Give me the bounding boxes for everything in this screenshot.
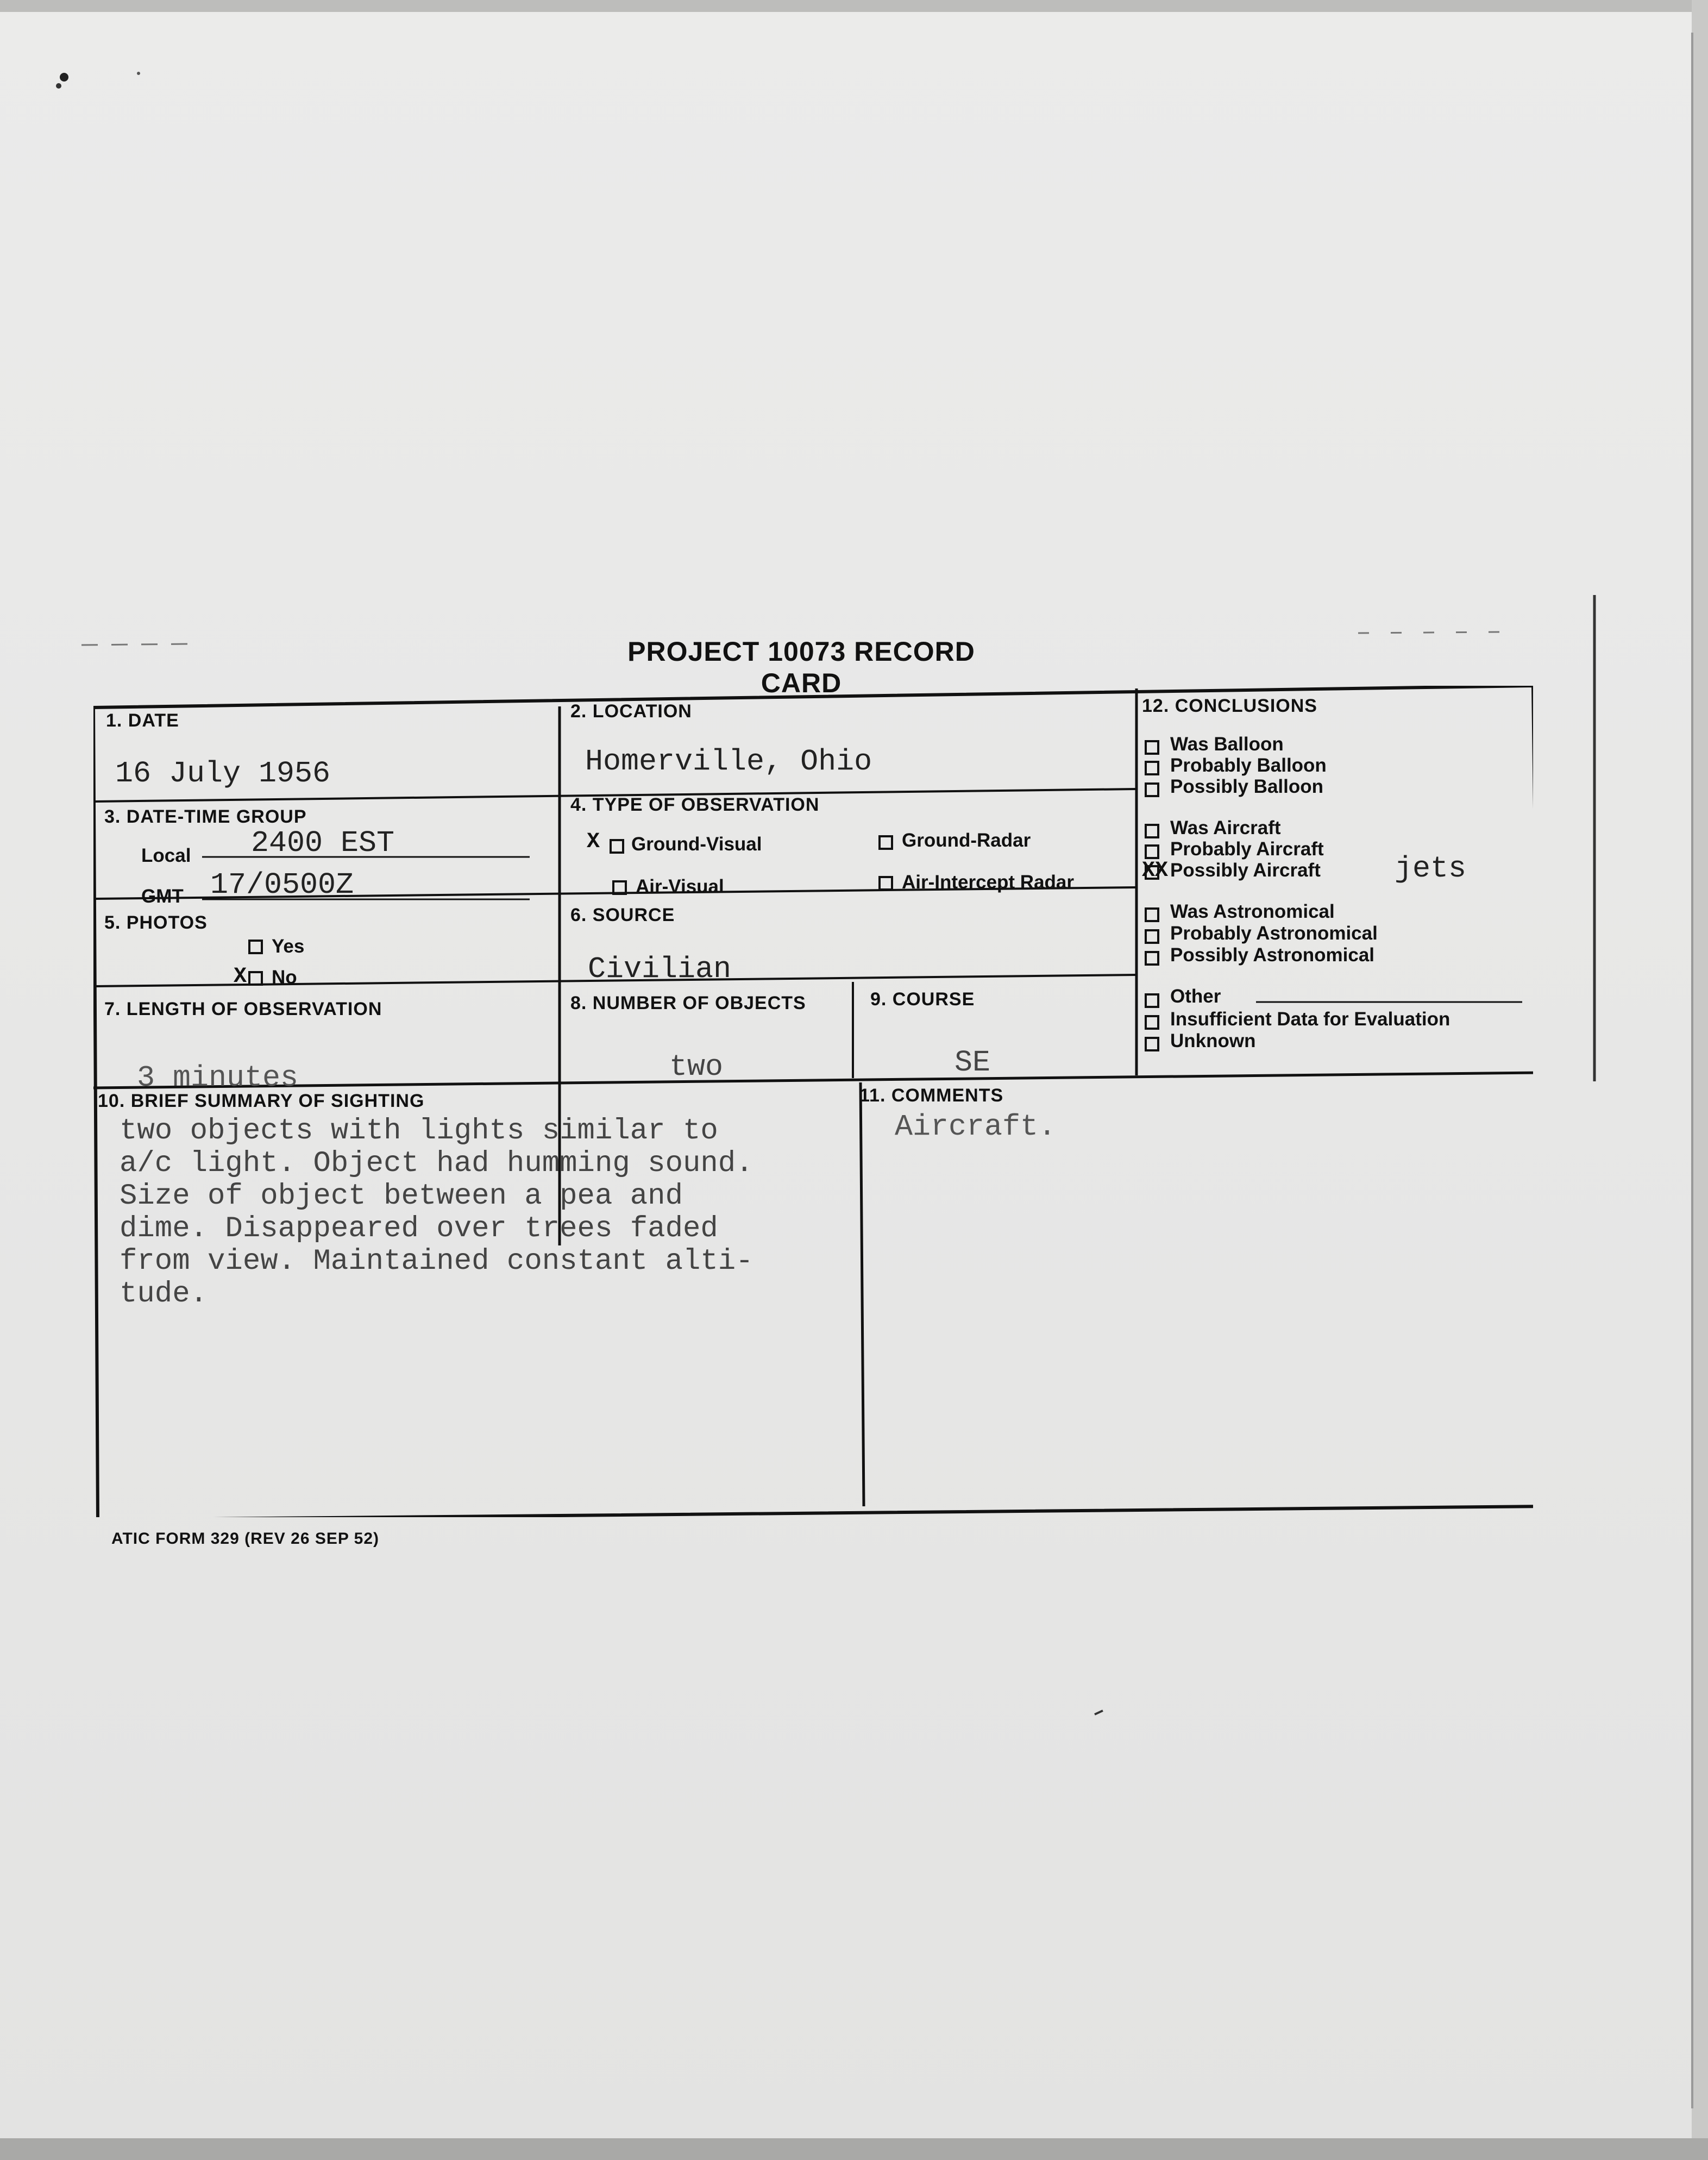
summary-line: from view. Maintained constant alti- — [120, 1245, 753, 1278]
source-value: Civilian — [588, 952, 732, 986]
ground-radar-checkbox[interactable] — [878, 835, 893, 850]
objects-label: 8. NUMBER OF OBJECTS — [570, 993, 806, 1013]
possibly-aircraft-mark: XX — [1142, 859, 1169, 883]
conclusion-was-balloon: Was Balloon — [1170, 734, 1284, 755]
local-label: Local — [141, 845, 191, 866]
air-intercept-checkbox[interactable] — [878, 876, 893, 891]
conclusion-insufficient-data: Insufficient Data for Evaluation — [1170, 1009, 1450, 1030]
conclusion-probably-aircraft: Probably Aircraft — [1170, 838, 1324, 860]
photos-no-mark: X — [234, 965, 247, 989]
gmt-time-value: 17/0500Z — [210, 868, 354, 902]
conclusion-possibly-aircraft: Possibly Aircraft — [1170, 860, 1321, 881]
conclusion-checkbox[interactable] — [1145, 1015, 1159, 1030]
local-time-value: 2400 EST — [251, 826, 395, 860]
objects-value: two — [669, 1050, 724, 1084]
conclusion-checkbox[interactable] — [1145, 1037, 1159, 1051]
conclusion-probably-astronomical: Probably Astronomical — [1170, 923, 1378, 944]
conclusion-unknown: Unknown — [1170, 1030, 1256, 1051]
summary-label: 10. BRIEF SUMMARY OF SIGHTING — [98, 1091, 425, 1111]
summary-line: Size of object between a pea and — [120, 1180, 683, 1213]
length-value: 3 minutes — [137, 1061, 299, 1095]
conclusion-checkbox[interactable] — [1145, 782, 1159, 797]
card-title: PROJECT 10073 RECORD CARD — [627, 636, 975, 698]
comments-label: 11. COMMENTS — [859, 1085, 1004, 1106]
summary-line: tude. — [120, 1278, 208, 1311]
summary-text — [120, 1115, 853, 1311]
gmt-label: GMT — [141, 886, 184, 907]
conclusion-checkbox[interactable] — [1145, 951, 1159, 966]
comments-value: Aircraft. — [895, 1110, 1057, 1144]
conclusion-checkbox[interactable] — [1145, 740, 1159, 755]
photos-label: 5. PHOTOS — [104, 912, 208, 933]
photos-no-checkbox[interactable] — [248, 971, 263, 986]
dtg-label: 3. DATE-TIME GROUP — [104, 806, 307, 827]
conclusion-checkbox[interactable] — [1145, 907, 1159, 922]
summary-line: a/c light. Object had humming sound. — [120, 1147, 753, 1180]
length-label: 7. LENGTH OF OBSERVATION — [104, 999, 382, 1019]
summary-line: dime. Disappeared over trees faded — [120, 1212, 718, 1245]
date-value: 16 July 1956 — [115, 756, 331, 791]
record-card — [93, 686, 1533, 1517]
location-value: Homerville, Ohio — [585, 744, 872, 779]
photos-yes-label: Yes — [272, 936, 305, 957]
location-label: 2. LOCATION — [570, 701, 692, 722]
conclusion-was-astronomical: Was Astronomical — [1170, 901, 1335, 922]
source-label: 6. SOURCE — [570, 905, 675, 925]
conclusion-was-aircraft: Was Aircraft — [1170, 817, 1281, 838]
photos-no-label: No — [272, 967, 297, 988]
conclusion-checkbox[interactable] — [1145, 761, 1159, 775]
observation-type-label: 4. TYPE OF OBSERVATION — [570, 794, 820, 815]
conclusion-possibly-balloon: Possibly Balloon — [1170, 776, 1323, 797]
date-label: 1. DATE — [106, 710, 179, 731]
conclusion-other: Other — [1170, 986, 1221, 1007]
form-footer: ATIC FORM 329 (REV 26 SEP 52) — [111, 1530, 380, 1548]
course-label: 9. COURSE — [870, 989, 975, 1010]
air-visual-label: Air-Visual — [636, 876, 724, 897]
conclusion-checkbox[interactable] — [1145, 844, 1159, 859]
conclusion-note: jets — [1395, 852, 1467, 886]
summary-line: two objects with lights similar to — [120, 1115, 718, 1148]
ground-visual-label: Ground-Visual — [631, 834, 762, 855]
conclusion-checkbox[interactable] — [1145, 929, 1159, 944]
ground-visual-mark: X — [587, 830, 600, 854]
course-value: SE — [955, 1045, 991, 1080]
conclusion-checkbox[interactable] — [1145, 824, 1159, 838]
air-intercept-label: Air-Intercept Radar — [902, 872, 1075, 893]
conclusion-checkbox[interactable] — [1145, 993, 1159, 1008]
conclusions-label: 12. CONCLUSIONS — [1142, 696, 1317, 716]
air-visual-checkbox[interactable] — [612, 880, 627, 895]
conclusion-probably-balloon: Probably Balloon — [1170, 755, 1327, 776]
conclusion-checkbox[interactable] — [1145, 865, 1159, 880]
photos-yes-checkbox[interactable] — [248, 940, 263, 954]
ground-radar-label: Ground-Radar — [902, 830, 1031, 851]
ground-visual-checkbox[interactable] — [610, 839, 624, 854]
conclusion-possibly-astronomical: Possibly Astronomical — [1170, 944, 1375, 966]
